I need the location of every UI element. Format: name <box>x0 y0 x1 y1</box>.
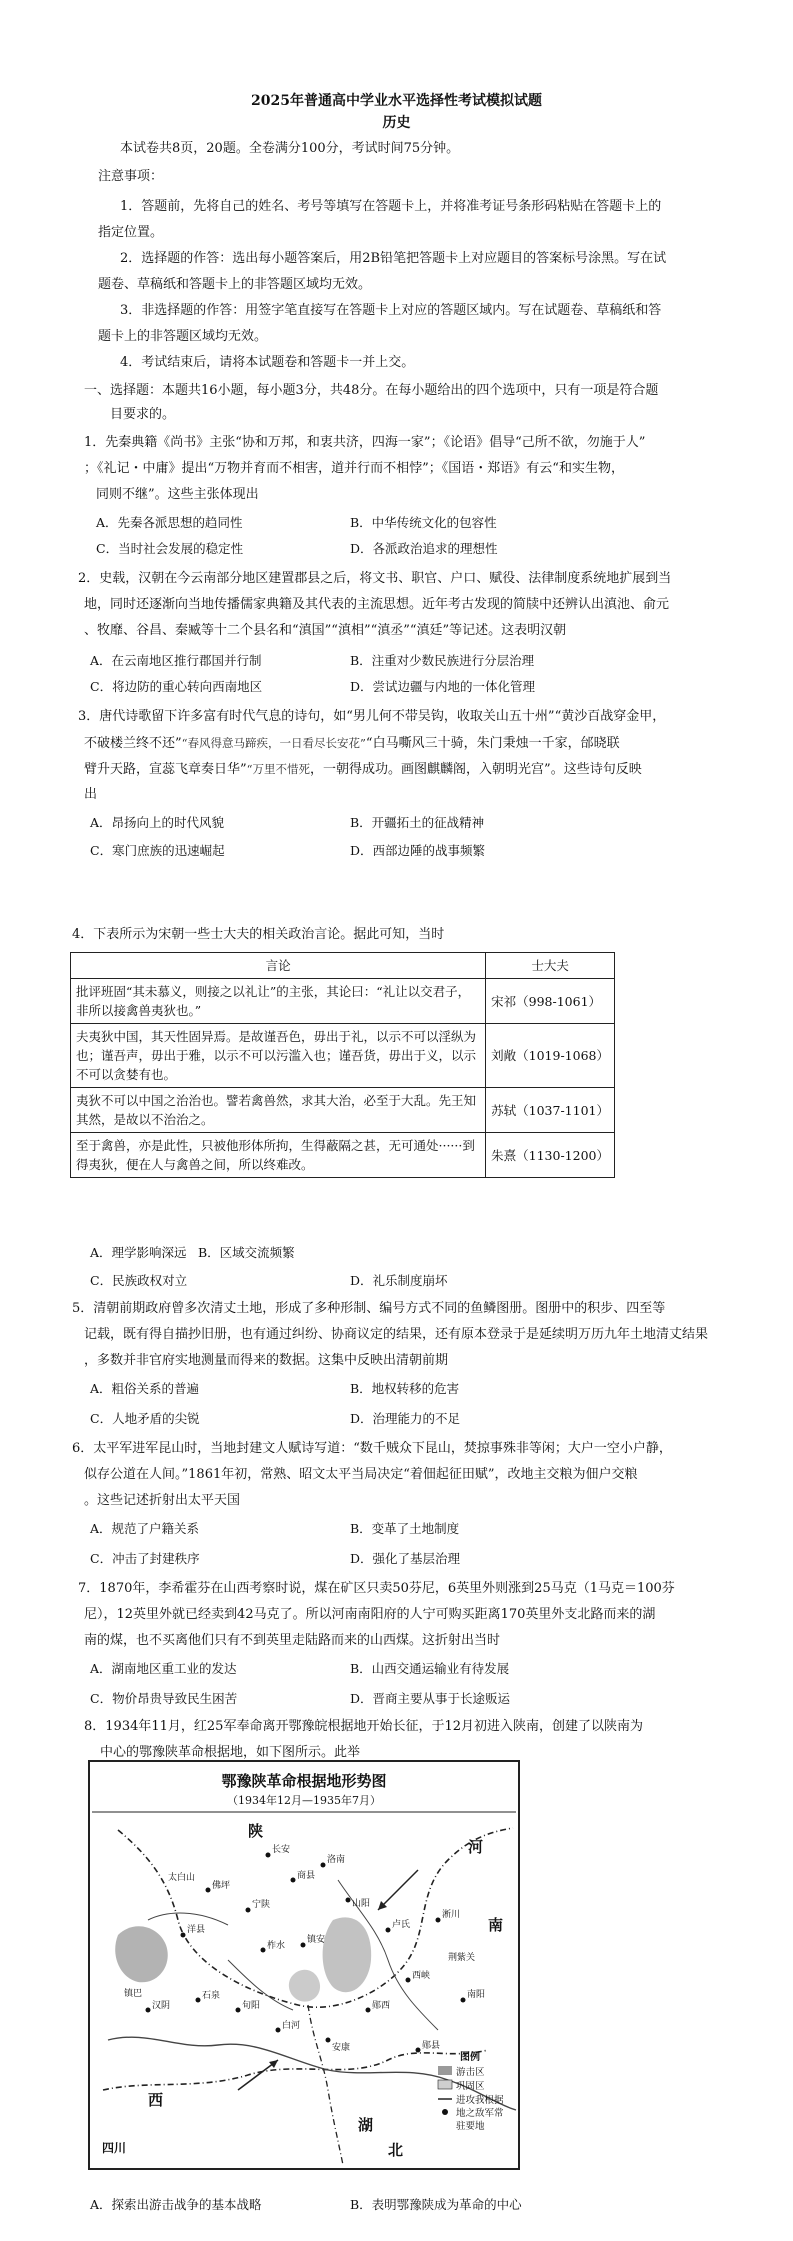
legend-swatch <box>438 2080 452 2089</box>
note-line: 2．选择题的作答：选出每小题答案后，用2B铅笔把答题卡上对应题目的答案标号涂黑。写在试 <box>120 251 667 266</box>
place-label: 淅川 <box>442 1910 461 1920</box>
table-header: 言论 <box>71 953 486 979</box>
table-cell-author: 刘敞（1019-1068） <box>486 1024 615 1088</box>
note-line: 指定位置。 <box>98 225 164 240</box>
legend-item: 驻要地 <box>456 2121 485 2132</box>
option-c: C．物价昂贵导致民生困苦 <box>90 1691 238 1706</box>
option-b: B．中华传统文化的包容性 <box>350 515 497 530</box>
place-label: 南阳 <box>467 1990 486 2000</box>
table-cell-quote: 至于禽兽，亦是此性，只被他形体所拘，生得蔽隔之甚，无可通处······到得夷狄，便在人与禽兽之间，所以终难改。 <box>71 1133 486 1178</box>
legend-item: 进攻我根据 <box>456 2095 504 2106</box>
place-label: 郧西 <box>372 2001 391 2011</box>
question-7-text: 7．1870年，李希霍芬在山西考察时说，煤在矿区只卖50芬尼，6英里外则涨到25马克（1马克＝100芬 <box>78 1581 675 1596</box>
place-label: 宁陕 <box>252 1900 271 1910</box>
note-line: 3．非选择题的作答：用签字笔直接写在答题卡上对应的答题区域内。写在试题卷、草稿纸和答 <box>120 303 662 318</box>
subject-title: 历史 <box>382 115 411 131</box>
note-line: 4．考试结束后，请将本试题卷和答题卡一并上交。 <box>120 355 415 370</box>
option-b: B．注重对少数民族进行分层治理 <box>350 653 535 668</box>
note-line: 题卡上的非答题区域均无效。 <box>98 329 268 344</box>
question-6-text: 。这些记述折射出太平天国 <box>84 1493 241 1508</box>
question-6-text: 似存公道在人间。”1861年初，常熟、昭文太平当局决定“着佃起征田赋”，改地主交粮为佃户交粮 <box>84 1467 638 1482</box>
province-label: 河 <box>468 1838 484 1856</box>
question-2-text: 地，同时还逐渐向当地传播儒家典籍及其代表的主流思想。近年考古发现的简牍中还辨认出滇池、俞元 <box>84 597 670 612</box>
question-2-text: 、牧靡、谷昌、秦臧等十二个县名和“滇国”“滇相”“滇丞”“滇廷”等记述。这表明汉朝 <box>84 623 567 638</box>
table-header: 士大夫 <box>486 953 615 979</box>
option-c: C．民族政权对立 <box>90 1273 188 1288</box>
question-4-text: 4．下表所示为宋朝一些士大夫的相关政治言论。据此可知，当时 <box>72 927 445 942</box>
table-cell-quote: 夫夷狄中国，其天性固异焉。是故谨吾色，毋出于礼，以示不可以淫纵为也；谨吾声，毋出于雅，以示不可以污滥入也；谨吾货，毋出于义，以示不可以贪婪有也。 <box>71 1024 486 1088</box>
question-3-text: 臂升天路，宣蕊飞章奏日华”“万里不惜死，一朝得成功。画图麒麟阁，入朝明光宫”。这些诗句反映 <box>84 762 642 777</box>
table-row <box>71 979 615 1024</box>
option-a: A．规范了户籍关系 <box>90 1521 200 1536</box>
option-c: C．当时社会发展的稳定性 <box>96 541 244 556</box>
option-d: D．礼乐制度崩坏 <box>350 1273 448 1288</box>
option-a: A．探索出游击战争的基本战略 <box>90 2197 262 2212</box>
place-label: 商县 <box>297 1871 316 1881</box>
option-a: A．先秦各派思想的趋同性 <box>96 515 243 530</box>
option-b: B．变革了土地制度 <box>350 1521 460 1536</box>
table-cell-author: 苏轼（1037-1101） <box>486 1088 615 1133</box>
question-4-table <box>70 952 615 1178</box>
legend-item: 巩固区 <box>456 2081 485 2092</box>
option-b: B．山西交通运输业有待发展 <box>350 1661 510 1676</box>
province-label: 西 <box>148 2091 164 2109</box>
question-7-text: 南的煤，也不买离他们只有不到英里走陆路而来的山西煤。这折射出当时 <box>84 1633 501 1648</box>
place-label: 长安 <box>272 1845 291 1855</box>
revolution-base-map <box>88 1760 520 2170</box>
notes-heading: 注意事项： <box>98 169 164 184</box>
place-label: 旬阳 <box>242 2001 261 2011</box>
place-label: 山阳 <box>352 1899 371 1909</box>
table-row <box>71 1133 615 1178</box>
table-cell-author: 宋祁（998-1061） <box>486 979 615 1024</box>
table-cell-quote: 批评班固“其未慕义，则接之以礼让”的主张，其论曰：“礼让以交君子，非所以接禽兽夷狄也。” <box>71 979 486 1024</box>
option-b: B．开疆拓土的征战精神 <box>350 815 485 830</box>
option-d: D．各派政治追求的理想性 <box>350 541 498 556</box>
section-instructions: 目要求的。 <box>110 407 176 422</box>
legend-swatch <box>438 2066 452 2075</box>
question-1-text: 同则不继”。这些主张体现出 <box>96 487 259 502</box>
legend-marker <box>442 2109 448 2115</box>
option-d: D．西部边陲的战事频繁 <box>350 843 486 858</box>
place-label: 安康 <box>332 2043 351 2053</box>
option-c: C．将边防的重心转向西南地区 <box>90 679 263 694</box>
place-label: 石泉 <box>202 1991 221 2001</box>
section-instructions: 一、选择题：本题共16小题，每小题3分，共48分。在每小题给出的四个选项中，只有一项是符合题 <box>84 383 659 398</box>
place-label: 镇巴 <box>124 1989 143 1999</box>
question-8-text: 8．1934年11月，红25军奉命离开鄂豫皖根据地开始长征，于12月初进入陕南，创建了以陕南为 <box>84 1719 643 1734</box>
option-c: C．冲击了封建秩序 <box>90 1551 200 1566</box>
table-cell-author: 朱熹（1130-1200） <box>486 1133 615 1178</box>
guerrilla-zone <box>323 1917 372 1992</box>
note-line: 1．答题前，先将自己的姓名、考号等填写在答题卡上，并将准考证号条形码粘贴在答题卡上的 <box>120 199 662 214</box>
legend-item: 游击区 <box>456 2067 485 2078</box>
option-c: C．寒门庶族的迅速崛起 <box>90 843 225 858</box>
option-b: B．表明鄂豫陕成为革命的中心 <box>350 2197 522 2212</box>
option-a: A．在云南地区推行郡国并行制 <box>90 653 262 668</box>
option-d: D．晋商主要从事于长途贩运 <box>350 1691 511 1706</box>
legend-item: 地之敌军常 <box>456 2108 504 2119</box>
province-label: 四川 <box>102 2141 127 2155</box>
place-label: 郧县 <box>422 2041 441 2051</box>
place-label: 太白山 <box>168 1873 196 1883</box>
question-8-text: 中心的鄂豫陕革命根据地，如下图所示。此举 <box>100 1745 361 1760</box>
place-label: 镇安 <box>307 1935 326 1945</box>
place-label: 荆紫关 <box>448 1953 476 1963</box>
question-1-text: 1．先秦典籍《尚书》主张“协和万邦，和衷共济，四海一家”；《论语》倡导“己所不欲，勿施于人” <box>84 435 646 450</box>
option-d: D．强化了基层治理 <box>350 1551 461 1566</box>
table-row <box>71 1088 615 1133</box>
question-1-text: ；《礼记・中庸》提出“万物并育而不相害，道并行而不相悖”；《国语・郑语》有云“和实生物， <box>84 461 624 476</box>
place-label: 洋县 <box>187 1925 206 1935</box>
province-label: 湖 <box>358 2116 374 2134</box>
option-a: A．昂扬向上的时代风貌 <box>90 815 225 830</box>
note-line: 题卷、草稿纸和答题卡上的非答题区域均无效。 <box>98 277 372 292</box>
place-label: 柞水 <box>267 1941 286 1951</box>
place-label: 西峡 <box>412 1971 431 1981</box>
map-subtitle: （1934年12月—1935年7月） <box>227 1794 381 1807</box>
question-3-text: 出 <box>84 787 98 802</box>
province-label: 陕 <box>248 1822 264 1840</box>
option-d: D．尝试边疆与内地的一体化管理 <box>350 679 536 694</box>
question-6-text: 6．太平军进军昆山时，当地封建文人赋诗写道：“数千贼众下昆山，焚掠事殊非等闲；大户一空小户静， <box>72 1441 672 1456</box>
place-label: 洛南 <box>327 1855 346 1865</box>
exam-title: 2025年普通高中学业水平选择性考试模拟试题 <box>251 93 542 109</box>
option-b: B．地权转移的危害 <box>350 1381 460 1396</box>
province-label: 南 <box>488 1916 504 1934</box>
option-a: A．理学影响深远 <box>90 1245 187 1260</box>
exam-info: 本试卷共8页，20题。全卷满分100分，考试时间75分钟。 <box>120 141 460 156</box>
option-d: D．治理能力的不足 <box>350 1411 461 1426</box>
place-label: 白河 <box>282 2021 301 2031</box>
question-2-text: 2．史载，汉朝在今云南部分地区建置郡县之后，将文书、职官、户口、赋役、法律制度系统地扩展到当 <box>78 571 672 586</box>
option-b: B．区域交流频繁 <box>198 1245 295 1260</box>
question-7-text: 尼），12英里外就已经卖到42马克了。所以河南南阳府的人宁可购买距离170英里外支北路而来的湖 <box>84 1607 656 1622</box>
place-label: 佛坪 <box>212 1881 231 1891</box>
option-a: A．湖南地区重工业的发达 <box>90 1661 237 1676</box>
option-a: A．粗俗关系的普遍 <box>90 1381 200 1396</box>
legend-title: 图例 <box>460 2052 480 2063</box>
map-title: 鄂豫陕革命根据地形势图 <box>221 1772 387 1790</box>
table-cell-quote: 夷狄不可以中国之治治也。譬若禽兽然，求其大治，必至于大乱。先王知其然，是故以不治治之。 <box>71 1088 486 1133</box>
question-3-text: 3．唐代诗歌留下许多富有时代气息的诗句，如“男儿何不带吴钩，收取关山五十州”“黄沙百战穿金甲， <box>78 709 666 724</box>
question-5-text: 记载，既有得自描抄旧册，也有通过纠纷、协商议定的结果，还有原本登录于是延续明万历九年土地清丈结果 <box>84 1327 709 1342</box>
option-c: C．人地矛盾的尖锐 <box>90 1411 200 1426</box>
table-row <box>71 1024 615 1088</box>
place-label: 汉阴 <box>152 2001 171 2011</box>
place-label: 卢氏 <box>392 1920 411 1930</box>
question-5-text: 5．清朝前期政府曾多次清丈土地，形成了多种形制、编号方式不同的鱼鳞图册。图册中的积步、四至等 <box>72 1301 666 1316</box>
province-label: 北 <box>388 2141 404 2159</box>
question-3-text: 不破楼兰终不还”“春风得意马蹄疾，一日看尽长安花”“白马嘶风三十骑，朱门秉烛一千家，邰晓联 <box>84 736 620 751</box>
question-5-text: ，多数并非官府实地测量而得来的数据。这集中反映出清朝前期 <box>84 1353 449 1368</box>
